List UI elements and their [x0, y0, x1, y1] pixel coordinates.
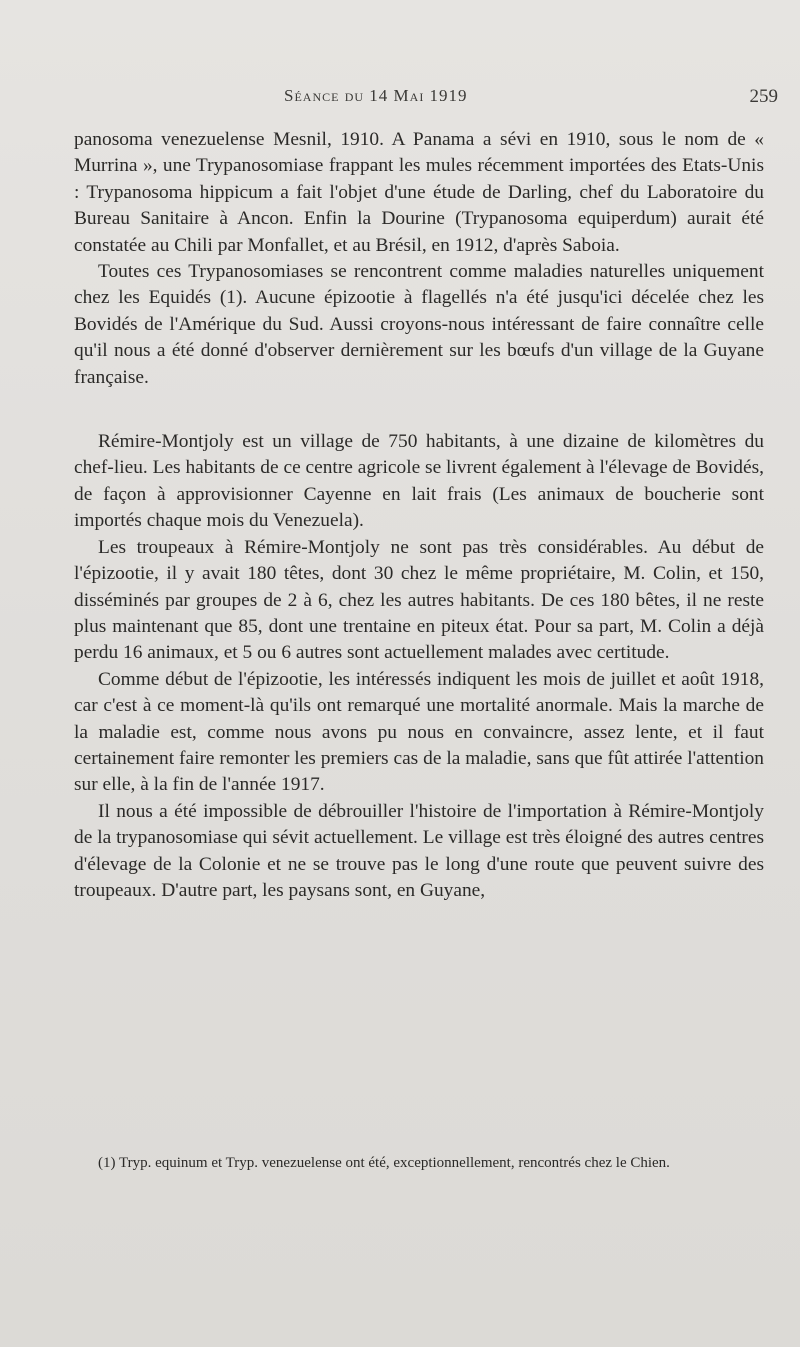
paragraph-troupeaux: Les troupeaux à Rémire-Montjoly ne sont pas très considérables. Au début de l'épizootie, il y avait 180 têtes, dont 30 chez le même propriétaire, M. Colin, et 150, disséminés par groupes de 2 à 6, chez les autres habitants. De ces 180 bêtes, il ne reste plus maintenant que 85, dont une trentaine en piteux état. Pour sa part, M. Colin a déjà perdu 16 animaux, et 5 ou 6 autres sont actuellement malades avec certitude.	[74, 536, 764, 664]
paragraph-trypanosomiases: Toutes ces Trypanosomiases se rencontrent comme maladies naturelles uniquement chez les Equidés (1). Aucune épizootie à flagellés n'a été jusqu'ici décelée chez les Bovidés de l'Amérique du Sud. Aussi croyons-nous intéressant de faire connaître celle qu'il nous a été donné d'observer dernièrement sur les bœufs d'un village de la Guyane française.	[74, 261, 764, 388]
paragraph-debut-epizootie: Comme début de l'épizootie, les intéressés indiquent les mois de juillet et août 1918, car c'est à ce moment-là qu'ils ont remarqué une mortalité anormale. Mais la marche de la maladie est, comme nous avons pu nous en convaincre, assez lente, et il faut certainement faire remonter les premiers cas de la maladie, sans que fût attirée l'attention sur elle, à la fin de l'année 1917.	[74, 668, 764, 796]
paragraph-continuation: panosoma venezuelense Mesnil, 1910. A Panama a sévi en 1910, sous le nom de « Murrina », une Trypanosomiase frappant les mules récemment importées des Etats-Unis : Trypanosoma hippicum a fait l'objet d'une étude de Darling, chef du Laboratoire du Bureau Sanitaire à Ancon. Enfin la Dourine (Trypanosoma equiperdum) aurait été constatée au Chili par Monfallet, et au Brésil, en 1912, d'après Saboia.	[74, 129, 764, 256]
paragraph-remire-montjoly: Rémire-Montjoly est un village de 750 habitants, à une dizaine de kilomètres du chef-lieu. Les habitants de ce centre agricole se livrent également à l'élevage de Bovidés, de façon à approvisionner Cayenne en lait frais (Les animaux de boucherie sont importés chaque mois du Venezuela).	[74, 431, 764, 532]
page-number: 259	[749, 86, 778, 107]
footnote	[74, 1153, 764, 1174]
page-header	[0, 86, 800, 116]
paragraph-importation: Il nous a été impossible de débrouiller l'histoire de l'importation à Rémire-Montjoly de la trypanosomiase qui sévit actuellement. Le village est très éloigné des autres centres d'élevage de la Colonie et ne se trouve pas le long d'une route que peuvent suivre des troupeaux. D'autre part, les paysans sont, en Guyane,	[74, 800, 764, 901]
running-head: Séance du 14 Mai 1919	[284, 86, 468, 105]
body-text	[74, 127, 764, 904]
footnote-text: (1) Tryp. equinum et Tryp. venezuelense ont été, exceptionnellement, rencontrés chez le Chien.	[98, 1155, 670, 1171]
